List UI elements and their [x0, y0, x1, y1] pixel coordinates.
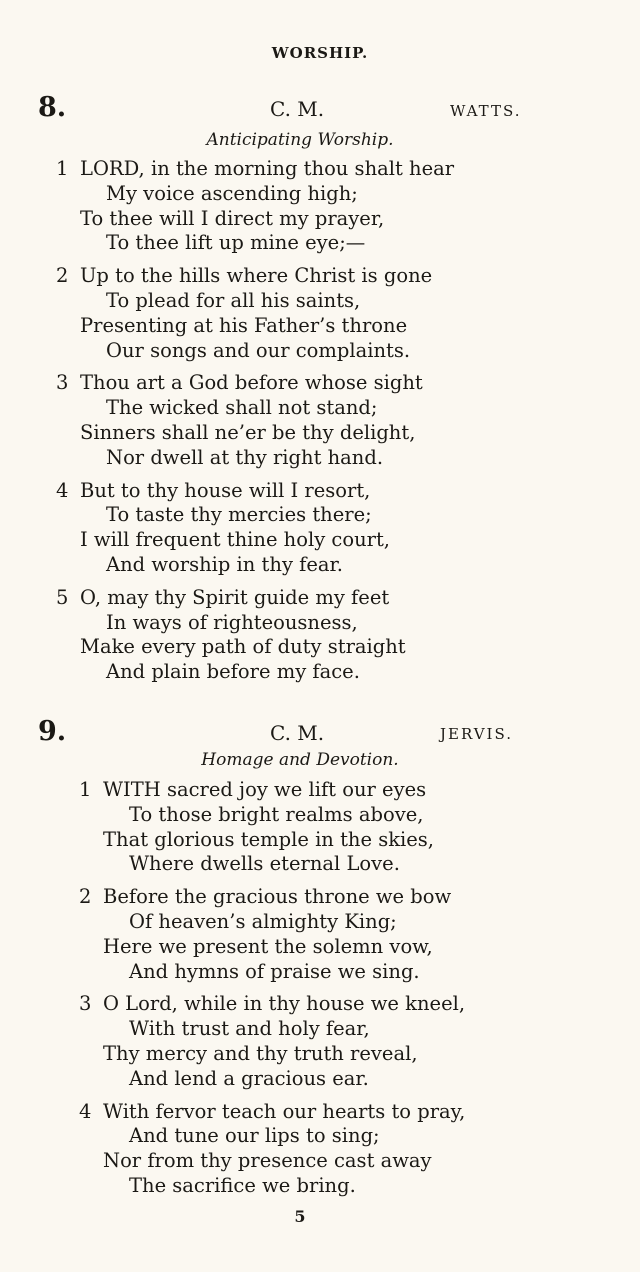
verse-line: Here we present the solemn vow,: [103, 934, 433, 958]
verse-line: That glorious temple in the skies,: [103, 827, 435, 851]
verse-line: To taste thy mercies there;: [106, 503, 372, 527]
stanza: [79, 992, 465, 1091]
running-head: WORSHIP.: [271, 44, 369, 62]
verse-line: And lend a gracious ear.: [129, 1066, 369, 1090]
stanza-number: 4: [56, 478, 69, 502]
hymn-author: WATTS.: [450, 102, 522, 120]
stanza: [56, 479, 454, 578]
verse-line: My voice ascending high;: [106, 181, 358, 205]
hymn-number: 8.: [38, 92, 67, 123]
stanza: [79, 1100, 465, 1199]
verse-line: WITH sacred joy we lift our eyes: [103, 778, 427, 801]
hymn-title: Anticipating Worship.: [206, 130, 394, 150]
verse-line: I will frequent thine holy court,: [80, 528, 391, 552]
page-number: 5: [294, 1207, 306, 1226]
verse-line: With fervor teach our hearts to pray,: [103, 1099, 466, 1123]
hymn-meter: C. M.: [270, 721, 325, 745]
verse-line: But to thy house will I resort,: [80, 478, 371, 502]
verse-line: And tune our lips to sing;: [129, 1124, 380, 1148]
verse-line: Presenting at his Father’s throne: [80, 313, 408, 337]
stanza: [56, 586, 454, 685]
hymn-9-stanzas: [79, 778, 465, 1199]
verse-line: To thee lift up mine eye;—: [106, 231, 366, 255]
verse-line: With trust and holy fear,: [129, 1017, 370, 1041]
stanza: [56, 371, 454, 470]
stanza: [79, 885, 465, 984]
stanza-number: 2: [56, 264, 69, 288]
verse-line: Nor dwell at thy right hand.: [106, 445, 384, 469]
hymn-8-stanzas: [56, 157, 454, 685]
hymn-author: JERVIS.: [440, 725, 513, 743]
verse-line: To plead for all his saints,: [106, 288, 361, 312]
stanza-number: 1: [56, 157, 69, 180]
verse-line: Of heaven’s almighty King;: [129, 909, 397, 933]
hymn-meter: C. M.: [270, 97, 325, 121]
stanza-number: 1: [79, 778, 92, 801]
stanza-number: 4: [79, 1099, 92, 1123]
verse-line: Make every path of duty straight: [80, 635, 406, 659]
verse-line: Sinners shall ne’er be thy delight,: [80, 420, 416, 444]
verse-line: And hymns of praise we sing.: [129, 959, 420, 983]
verse-line: Before the gracious throne we bow: [103, 885, 452, 909]
hymn-number: 9.: [38, 716, 67, 747]
verse-line: Up to the hills where Christ is gone: [80, 264, 433, 288]
verse-line: The wicked shall not stand;: [106, 396, 378, 420]
verse-line: LORD, in the morning thou shalt hear: [80, 157, 455, 180]
stanza-number: 5: [56, 585, 69, 609]
stanza-number: 3: [79, 992, 92, 1016]
stanza: [79, 778, 465, 877]
verse-line: Where dwells eternal Love.: [129, 852, 400, 876]
verse-line: O Lord, while in thy house we kneel,: [103, 992, 466, 1016]
stanza: [56, 264, 454, 363]
stanza: [56, 157, 454, 256]
verse-line: To those bright realms above,: [129, 802, 424, 826]
verse-line: Thy mercy and thy truth reveal,: [103, 1041, 418, 1065]
verse-line: Thou art a God before whose sight: [80, 371, 423, 395]
hymn-title: Homage and Devotion.: [201, 750, 399, 770]
verse-line: To thee will I direct my prayer,: [80, 206, 385, 230]
verse-line: In ways of righteousness,: [106, 610, 358, 634]
verse-line: O, may thy Spirit guide my feet: [80, 585, 390, 609]
stanza-number: 3: [56, 371, 69, 395]
stanza-number: 2: [79, 885, 92, 909]
verse-line: And worship in thy fear.: [106, 552, 343, 576]
verse-line: The sacrifice we bring.: [129, 1173, 356, 1197]
verse-line: Nor from thy presence cast away: [103, 1149, 432, 1173]
verse-line: Our songs and our complaints.: [106, 338, 411, 362]
verse-line: And plain before my face.: [106, 660, 360, 684]
